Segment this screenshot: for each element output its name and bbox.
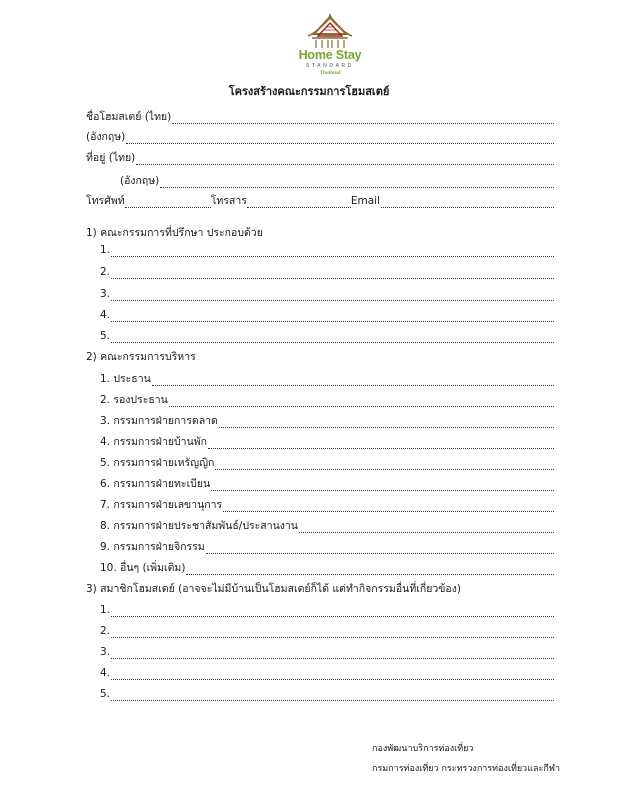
item-field[interactable] [219, 417, 554, 428]
item-label: 3. [100, 646, 111, 658]
homestay-name-th-label: ชื่อโฮมสเตย์ (ไทย) [86, 111, 172, 123]
section-3-item [100, 688, 554, 701]
item-label: 3. [100, 288, 111, 300]
email-label: Email [350, 195, 381, 207]
address-th-row [86, 152, 554, 165]
section-2-item [100, 478, 554, 491]
section-1-item [100, 330, 554, 343]
section-2-item [100, 373, 554, 386]
section-3-item [100, 604, 554, 617]
section-3-item [100, 625, 554, 638]
item-field[interactable] [111, 669, 554, 680]
item-label: 9. กรรมการฝ่ายจิกรรม [100, 541, 205, 553]
section-2-item [100, 499, 554, 512]
item-label: 2. [100, 625, 111, 637]
section-2-item [100, 436, 554, 449]
section-1-heading [86, 227, 263, 240]
item-field[interactable] [299, 522, 554, 533]
item-label: 4. กรรมการฝ่ายบ้านพัก [100, 436, 208, 448]
address-th-label: ที่อยู่ (ไทย) [86, 152, 136, 164]
address-en-row [120, 175, 554, 188]
item-field[interactable] [223, 501, 554, 512]
section-2-heading-text: 2) คณะกรรมการบริหาร [86, 351, 196, 363]
homestay-name-en-label: (อังกฤษ) [86, 131, 126, 143]
thai-roof-icon [302, 12, 358, 50]
address-en-field[interactable] [160, 177, 554, 188]
item-field[interactable] [211, 480, 554, 491]
item-label: 1. ประธาน [100, 373, 151, 385]
section-1-item [100, 309, 554, 322]
logo-brand-text: Home Stay [298, 48, 362, 62]
item-label: 10. อื่นๆ (เพิ่มเติม) [100, 562, 186, 574]
item-field[interactable] [169, 396, 554, 407]
homestay-name-th-field[interactable] [172, 113, 554, 124]
item-field[interactable] [111, 648, 554, 659]
homestay-name-en-row [86, 131, 554, 144]
section-3-item [100, 667, 554, 680]
section-1-item [100, 288, 554, 301]
logo-standard-text: STANDARD [306, 63, 354, 69]
section-2-item [100, 562, 554, 575]
home-stay-logo [290, 12, 370, 76]
section-1-heading-text: 1) คณะกรรมการที่ปรึกษา ประกอบด้วย [86, 227, 263, 239]
item-label: 8. กรรมการฝ่ายประชาสัมพันธ์/ประสานงาน [100, 520, 298, 532]
item-field[interactable] [111, 290, 554, 301]
item-label: 7. กรรมการฝ่ายเลขานุการ [100, 499, 223, 511]
section-2-item [100, 457, 554, 470]
phone-field[interactable] [125, 197, 211, 208]
item-field[interactable] [186, 564, 554, 575]
item-label: 1. [100, 604, 111, 616]
item-field[interactable] [152, 375, 554, 386]
item-field[interactable] [111, 627, 554, 638]
homestay-name-en-field[interactable] [126, 133, 554, 144]
footer-department: กองพัฒนาบริการท่องเที่ยว [372, 744, 474, 754]
item-label: 5. กรรมการฝ่ายเหรัญญิก [100, 457, 215, 469]
email-field[interactable] [381, 197, 554, 208]
section-3-item [100, 646, 554, 659]
document-title: โครงสร้างคณะกรรมการโฮมสเตย์ [228, 85, 390, 98]
section-1-item [100, 266, 554, 279]
item-field[interactable] [111, 690, 554, 701]
item-field[interactable] [208, 438, 554, 449]
item-label: 2. รองประธาน [100, 394, 168, 406]
section-2-item [100, 415, 554, 428]
section-2-item [100, 541, 554, 554]
item-field[interactable] [111, 311, 554, 322]
item-label: 4. [100, 667, 111, 679]
section-3-heading-text: 3) สมาชิกโฮมสเตย์ (อาจจะไม่มีบ้านเป็นโฮมสเตย์ก็ได้ แต่ทำกิจกรรมอื่นที่เกี่ยวข้อง) [86, 583, 461, 595]
fax-field[interactable] [247, 197, 351, 208]
section-3-heading [86, 583, 461, 596]
item-field[interactable] [111, 606, 554, 617]
section-2-heading [86, 351, 196, 364]
item-label: 1. [100, 244, 111, 256]
item-label: 2. [100, 266, 111, 278]
address-en-label: (อังกฤษ) [120, 175, 160, 187]
logo-country-text: Thailand [319, 70, 341, 76]
item-label: 3. กรรมการฝ่ายการตลาด [100, 415, 218, 427]
contact-row [86, 195, 554, 208]
item-label: 5. [100, 688, 111, 700]
item-label: 5. [100, 330, 111, 342]
address-th-field[interactable] [136, 154, 554, 165]
item-field[interactable] [111, 246, 554, 257]
fax-label: โทรสาร [210, 195, 247, 207]
footer-ministry: กรมการท่องเที่ยว กระทรวงการท่องเที่ยวและกีฬา [372, 764, 561, 774]
section-2-item [100, 520, 554, 533]
item-label: 4. [100, 309, 111, 321]
section-2-item [100, 394, 554, 407]
item-field[interactable] [111, 332, 554, 343]
homestay-name-th-row [86, 111, 554, 124]
section-1-item [100, 244, 554, 257]
item-field[interactable] [206, 543, 554, 554]
phone-label: โทรศัพท์ [86, 195, 125, 207]
item-field[interactable] [215, 459, 554, 470]
item-label: 6. กรรมการฝ่ายทะเบียน [100, 478, 211, 490]
item-field[interactable] [111, 268, 554, 279]
